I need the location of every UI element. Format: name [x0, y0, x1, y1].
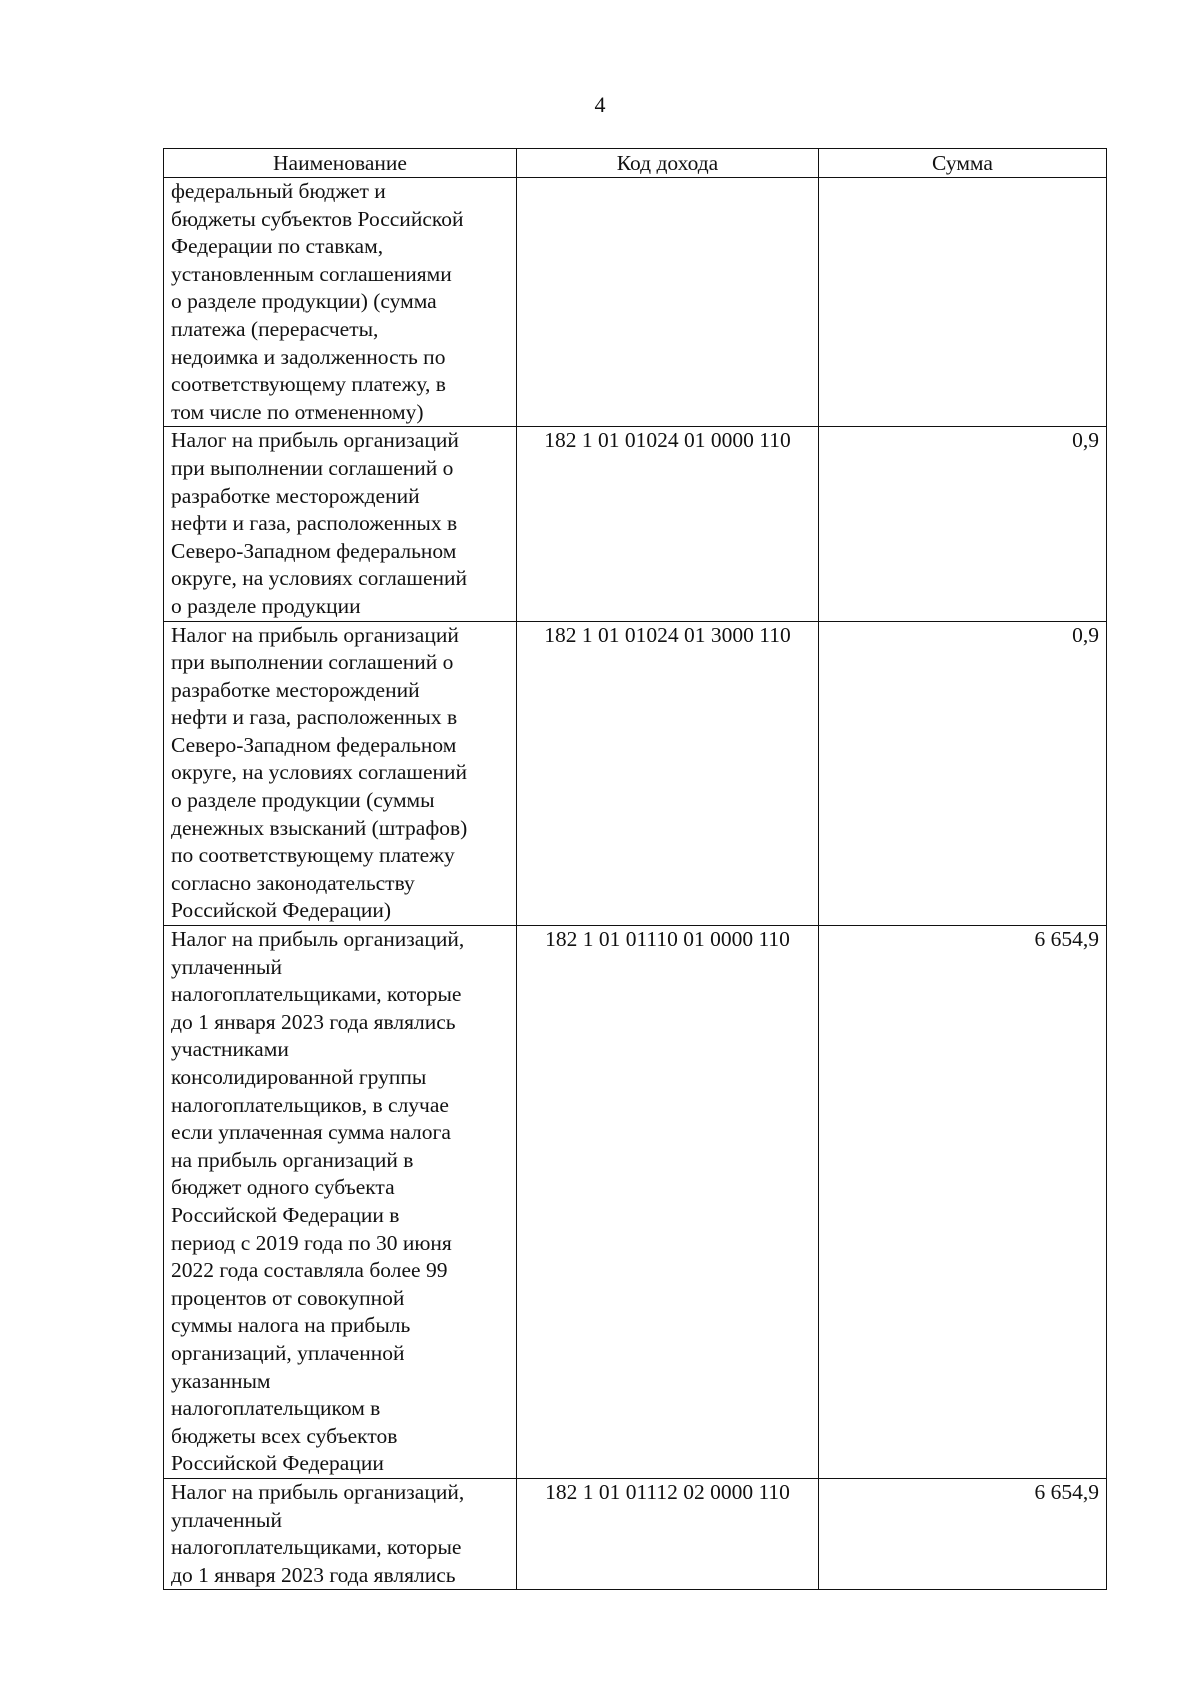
row-code: 182 1 01 01024 01 3000 110: [517, 621, 819, 926]
row-name: Налог на прибыль организаций, уплаченный налогоплательщиками, которые до 1 января 2023 года являлись участниками консолидированной группы налогоплательщиков, в случае если уплаченная сумма налога на прибыль организаций в бюджет одного субъекта Российской Федерации в период с 2019 года по 30 июня 2022 года составляла более 99 процентов от совокупной суммы налога на прибыль организаций, уплаченной указанным налогоплательщиком в бюджеты всех субъектов Российской Федерации: [164, 926, 517, 1479]
table-row: [164, 427, 1107, 621]
table-row: [164, 178, 1107, 427]
row-code: 182 1 01 01112 02 0000 110: [517, 1478, 819, 1589]
table-row: [164, 621, 1107, 926]
header-code: Код дохода: [517, 149, 819, 178]
income-table: [163, 148, 1107, 1590]
header-sum: Сумма: [819, 149, 1107, 178]
row-sum: [819, 178, 1107, 427]
row-name: Налог на прибыль организаций, уплаченный налогоплательщиками, которые до 1 января 2023 года являлись: [164, 1478, 517, 1589]
row-sum: 6 654,9: [819, 926, 1107, 1479]
row-code: 182 1 01 01024 01 0000 110: [517, 427, 819, 621]
row-sum: 0,9: [819, 621, 1107, 926]
table-row: [164, 926, 1107, 1479]
row-code: [517, 178, 819, 427]
page-number: 4: [594, 92, 606, 117]
row-sum: 0,9: [819, 427, 1107, 621]
row-name: Налог на прибыль организаций при выполнении соглашений о разработке месторождений нефти и газа, расположенных в Северо-Западном федеральном округе, на условиях соглашений о разделе продукции: [164, 427, 517, 621]
row-code: 182 1 01 01110 01 0000 110: [517, 926, 819, 1479]
row-name: федеральный бюджет и бюджеты субъектов Российской Федерации по ставкам, установленным соглашениями о разделе продукции) (сумма платежа (перерасчеты, недоимка и задолженность по соответствующему платежу, в том числе по отмененному): [164, 178, 517, 427]
row-name: Налог на прибыль организаций при выполнении соглашений о разработке месторождений нефти и газа, расположенных в Северо-Западном федеральном округе, на условиях соглашений о разделе продукции (суммы денежных взысканий (штрафов) по соответствующему платежу согласно законодательству Российской Федерации): [164, 621, 517, 926]
row-sum: 6 654,9: [819, 1478, 1107, 1589]
header-name: Наименование: [164, 149, 517, 178]
table-row: [164, 1478, 1107, 1589]
table-header-row: [164, 149, 1107, 178]
